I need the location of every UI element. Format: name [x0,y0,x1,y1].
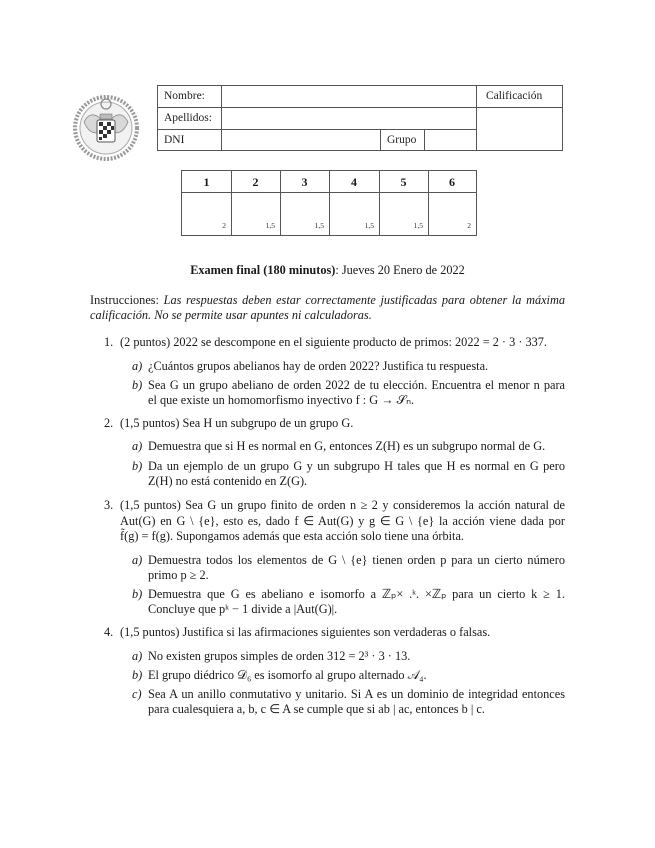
score-table [181,170,477,236]
question-4c-text-2: para cualesquiera a, b, c ∈ A se cumple que si ab | ac, entonces b | c. [148,702,485,716]
question-4-statement: (1,5 puntos) Justifica si las afirmaciones siguientes son verdaderas o falsas. [120,625,491,639]
question-3-statement-1: (1,5 puntos) Sea G un grupo finito de orden n ≥ 2 y consideremos la acción natural de [120,498,565,512]
question-2-number: 2. [104,416,114,430]
question-4b-text: El grupo diédrico 𝒟₆ es isomorfo al grupo alternado 𝒜₄. [148,668,427,682]
calificacion-label: Calificación [486,90,543,102]
question-number: 3 [301,175,308,189]
question-points: 1,5 [413,221,423,230]
question-2-statement: (1,5 puntos) Sea H un subgrupo de un grupo G. [120,416,354,430]
question-1b-label: b) [132,378,143,392]
instructions-line-1 [90,292,565,308]
score-column-4 [329,171,379,235]
grupo-field[interactable] [425,130,476,151]
instructions-line-2: calificación. No se permite usar apuntes ni calculadoras. [90,308,372,322]
dni-field[interactable] [222,130,380,151]
question-points: 1,5 [314,221,324,230]
score-column-3 [280,171,329,235]
question-number: 5 [400,175,407,189]
question-3a-text-1: Demuestra todos los elementos de G \ {e} tienen orden p para un cierto número [148,553,565,567]
question-points: 2 [467,221,471,230]
calificacion-field[interactable] [477,108,563,151]
score-column-6 [428,171,476,235]
question-3-statement-2: Aut(G) en G \ {e}, esto es, dado f ∈ Aut(G) y g ∈ G \ {e} la acción viene dada por [120,514,565,528]
question-3-number: 3. [104,498,114,512]
question-number: 4 [351,175,357,189]
exam-title [0,263,655,278]
score-column-5 [379,171,428,235]
question-1b-text-1: Sea G un grupo abeliano de orden 2022 de tu elección. Encuentra el menor n para [148,378,565,392]
question-points: 1,5 [265,221,275,230]
question-points: 2 [222,221,226,230]
question-1-number: 1. [104,335,114,349]
student-info-table [157,85,563,151]
question-2b-text-2: Z(H) no está contenido en Z(G). [148,474,308,488]
question-2a-text: Demuestra que si H es normal en G, entonces Z(H) es un subgrupo normal de G. [148,439,546,453]
question-1-statement: (2 puntos) 2022 se descompone en el siguiente producto de primos: 2022 = 2 · 3 · 337. [120,335,548,349]
university-crest-icon [70,92,142,162]
question-number: 1 [203,175,210,189]
nombre-label: Nombre: [164,90,205,102]
question-2b-text-1: Da un ejemplo de un grupo G y un subgrupo H tales que H es normal en G pero [148,459,565,473]
question-4b-label: b) [132,668,143,682]
question-4a-text: No existen grupos simples de orden 312 = 2³ · 3 · 13. [148,649,411,663]
score-column-1 [182,171,231,235]
question-1b-text-2: el que existe un homomorfismo inyectivo f : G → 𝒮ₙ. [148,393,415,407]
nombre-field[interactable] [222,86,476,107]
question-4-number: 4. [104,625,114,639]
question-3b-label: b) [132,587,143,601]
question-2b-label: b) [132,459,143,473]
question-1a-label: a) [132,359,143,373]
score-column-2 [231,171,280,235]
apellidos-label: Apellidos: [164,112,212,124]
instructions-label: Instrucciones: [90,293,159,307]
question-number: 2 [252,175,259,189]
exam-title-bold: Examen final (180 minutos) [190,263,336,277]
question-number: 6 [449,175,455,189]
grupo-label: Grupo [387,134,417,146]
dni-label: DNI [164,134,185,146]
question-4c-label: c) [132,687,142,701]
question-1a-text: ¿Cuántos grupos abelianos hay de orden 2022? Justifica tu respuesta. [148,359,489,373]
question-3-statement-3: f̃(g) = f(g). Supongamos además que esta acción solo tiene una órbita. [120,529,464,543]
question-3b-text-2: Concluye que pᵏ − 1 divide a |Aut(G)|. [148,602,338,616]
question-4c-text-1: Sea A un anillo conmutativo y unitario. Si A es un dominio de integridad entonces [148,687,565,701]
question-2a-label: a) [132,439,143,453]
question-3b-text-1: Demuestra que G es abeliano e isomorfo a ℤₚ× .ᵏ. ×ℤₚ para un cierto k ≥ 1. [148,587,565,601]
apellidos-field[interactable] [222,108,476,129]
instructions-text-1: Las respuestas deben estar correctamente justificadas para obtener la máxima [163,293,566,307]
question-4a-label: a) [132,649,143,663]
question-3a-label: a) [132,553,143,567]
question-points: 1,5 [364,221,374,230]
question-3a-text-2: primo p ≥ 2. [148,568,209,582]
exam-title-date: : Jueves 20 Enero de 2022 [335,263,465,277]
